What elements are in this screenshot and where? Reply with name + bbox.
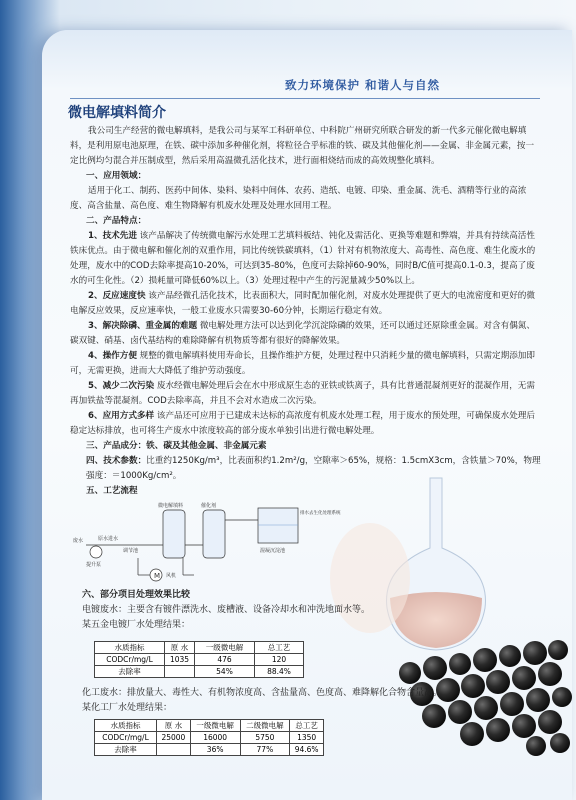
- table-cell: 去除率: [95, 744, 157, 756]
- section-1-text: 适用于化工、制药、医药中间体、染料、染料中间体、农药、造纸、电镀、印染、重金属、洗毛、酒精等行业的高浓度、高含盐量、高色度、难生物降解有机废水处理及处理水回用工程。: [70, 186, 527, 211]
- table-row: [95, 666, 304, 678]
- table-cell: 476: [195, 654, 255, 666]
- page-title: 微电解填料简介: [68, 105, 166, 121]
- table-cell: 25000: [157, 732, 191, 744]
- flow-pipe-label: 原水进水: [98, 536, 119, 542]
- feature-5-head: 5、减少二次污染: [88, 381, 155, 391]
- flow-pump-label: 提升泵: [86, 562, 102, 568]
- feature-3-head: 3、解决除磷、重金属的难题: [88, 321, 198, 331]
- table-header-cell: 一级微电解: [190, 720, 240, 732]
- table-cell: 16000: [190, 732, 240, 744]
- slogan: 致力环境保护 和谐人与自然: [285, 78, 441, 92]
- slogan-divider: [70, 98, 540, 99]
- feature-4-head: 4、操作方便: [88, 351, 137, 361]
- flow-small-2: 调节池: [123, 548, 139, 554]
- feature-6-text: 该产品还可应用于已建成未达标的高浓度有机废水处理工程，用于废水的预处理，可确保废水处理后稳定达标排放，也可将生产废水中浓度较高的部分废水单独引出进行微电解处理。: [70, 411, 535, 436]
- feature-2: [70, 289, 542, 319]
- section-4-text: 比重约1250Kg/m³，比表面积约1.2m²/g，空隙率＞65%，规格：1.5cmX3cm，含铁量＞70%，物理强度：＝1000Kg/cm²。: [86, 456, 541, 481]
- flow-tank-label-1: 微电解填料: [158, 503, 184, 509]
- feature-1: [70, 229, 542, 289]
- feature-5: [70, 379, 542, 409]
- flow-tank-label-2: 催化剂: [201, 503, 217, 509]
- table-cell: [157, 744, 191, 756]
- table-cell: 88.4%: [255, 666, 304, 678]
- flow-fan-label: 风机: [166, 573, 177, 579]
- table-header-cell: 原 水: [157, 720, 191, 732]
- table-cell: 去除率: [95, 666, 165, 678]
- section-2-title: 二、产品特点：: [86, 216, 147, 226]
- table-cell: 36%: [190, 744, 240, 756]
- table-cell: 77%: [240, 744, 290, 756]
- comparison-section-2: [82, 686, 542, 716]
- comparison-section: [82, 588, 371, 633]
- table-cell: 54%: [195, 666, 255, 678]
- table-header-cell: 水质指标: [95, 720, 157, 732]
- table-cell: 1035: [165, 654, 195, 666]
- table-cell: CODCr/mg/L: [95, 654, 165, 666]
- lift-pump: [90, 546, 102, 558]
- feature-4: [70, 349, 542, 379]
- feature-1-head: 1、技术先进: [88, 231, 137, 241]
- table-cell: [165, 666, 195, 678]
- result-table-2: [94, 719, 324, 756]
- section-4-head: 四、技术参数：: [86, 456, 147, 466]
- section-5-title: 五、工艺流程: [86, 486, 138, 496]
- table-header-row: [95, 720, 324, 732]
- table-header-cell: 二级微电解: [240, 720, 290, 732]
- example-1-desc: 电镀废水：主要含有镀件漂洗水、废槽液、设备冷却水和冲洗地面水等。: [82, 605, 371, 615]
- table-cell: 1350: [290, 732, 324, 744]
- feature-4-text: 规整的微电解填料使用寿命长，且操作维护方便，处理过程中只消耗少量的微电解填料，只需定期添加即可，无需更换，进而大大降低了维护劳动强度。: [70, 351, 535, 376]
- table-header-cell: 水质指标: [95, 642, 165, 654]
- table-row: [95, 654, 304, 666]
- feature-3-text: 微电解处理方法可以达到化学沉淀除磷的效果，还可以通过还原除重金属。对含有偶氮、碳双键、硝基、卤代基结构的难除降解有机物质等都有很好的降解效果。: [70, 321, 535, 346]
- section-3: 三、产品成分：铁、碳及其他金属、非金属元素: [86, 441, 267, 451]
- example-2-caption: 某化工厂水处理结果：: [82, 703, 173, 713]
- intro-paragraph: 我公司生产经营的微电解填料，是我公司与某军工科研单位、中科院广州研究所联合研发的新一代多元催化微电解填料，是利用原电池原理，在铁、碳中添加多种催化剂，将粒径合乎标准的铁、碳及其他催化剂——金属、非金属元素，按一定比例均匀混合并压制成型，然后采用高温微孔活化技术，进行面相烧结而成的高效规整化填料。: [70, 126, 535, 166]
- svg-text:M: M: [154, 572, 161, 580]
- feature-6: [70, 409, 542, 439]
- reactor-tank-2: [203, 510, 225, 558]
- table-header-cell: 总工艺: [290, 720, 324, 732]
- flow-box-label: 混凝沉淀池: [260, 548, 286, 554]
- section-6-title: 六、部分项目处理效果比较: [82, 590, 191, 600]
- table-cell: CODCr/mg/L: [95, 732, 157, 744]
- process-flow-diagram: [68, 500, 341, 595]
- feature-2-text: 该产品经微孔活化技术，比表面积大，同时配加催化剂，对废水处理提供了更大的电流密度和更好的微电解反应效果，反应速率快，一般工业废水只需要30-60分钟，长期运行稳定有效。: [70, 291, 535, 316]
- table-cell: 120: [255, 654, 304, 666]
- feature-1-text: 该产品解决了传统微电解污水处理工艺填料板结、钝化及需活化、更换等难题和弊端，并具有持续高活性铁床优点。由于微电解和催化剂的双重作用，同比传统铁碳填料，（1）针对有机物浓度大、高毒性、高色度、难生化废水的处理，废水中的COD去除率提高10-20%，可达到35-80%，色度可去除掉60-90%，同时B/C值可提高0.1-0.3，提高了废水的可生化性。（2）损耗量可降低60%以上。（3）处理过程中产生的污泥量减少50%以上。: [70, 231, 536, 286]
- table-header-cell: 原 水: [165, 642, 195, 654]
- flow-right-label: 排水去生化处理系统: [300, 511, 341, 516]
- flow-small-1: 废水: [73, 538, 84, 544]
- table-cell: 5750: [240, 732, 290, 744]
- sedimentation-tank: [258, 508, 298, 543]
- feature-2-head: 2、反应速度快: [88, 291, 146, 301]
- section-1-title: 一、应用领域：: [86, 171, 147, 181]
- table-header-cell: 一级微电解: [195, 642, 255, 654]
- table-cell: 94.6%: [290, 744, 324, 756]
- feature-3: [70, 319, 542, 349]
- example-1-caption: 某五金电镀厂水处理结果：: [82, 620, 191, 630]
- example-2-desc: 化工废水：排放量大、毒性大、有机物浓度高、含盐量高、色度高、难降解化合物含量高。: [82, 688, 443, 698]
- result-table-1: [94, 641, 304, 678]
- feature-5-text: 废水经微电解处理后会在水中形成原生态的亚铁或铁离子，具有比普通混凝剂更好的混凝作用，无需再加铁盐等混凝剂。COD去除率高，并且不会对水造成二次污染。: [70, 381, 535, 406]
- table-header-row: [95, 642, 304, 654]
- feature-6-head: 6、应用方式多样: [88, 411, 155, 421]
- reactor-tank-1: [163, 510, 185, 558]
- table-header-cell: 总工艺: [255, 642, 304, 654]
- brochure-body: [70, 124, 542, 499]
- table-row: [95, 744, 324, 756]
- table-row: [95, 732, 324, 744]
